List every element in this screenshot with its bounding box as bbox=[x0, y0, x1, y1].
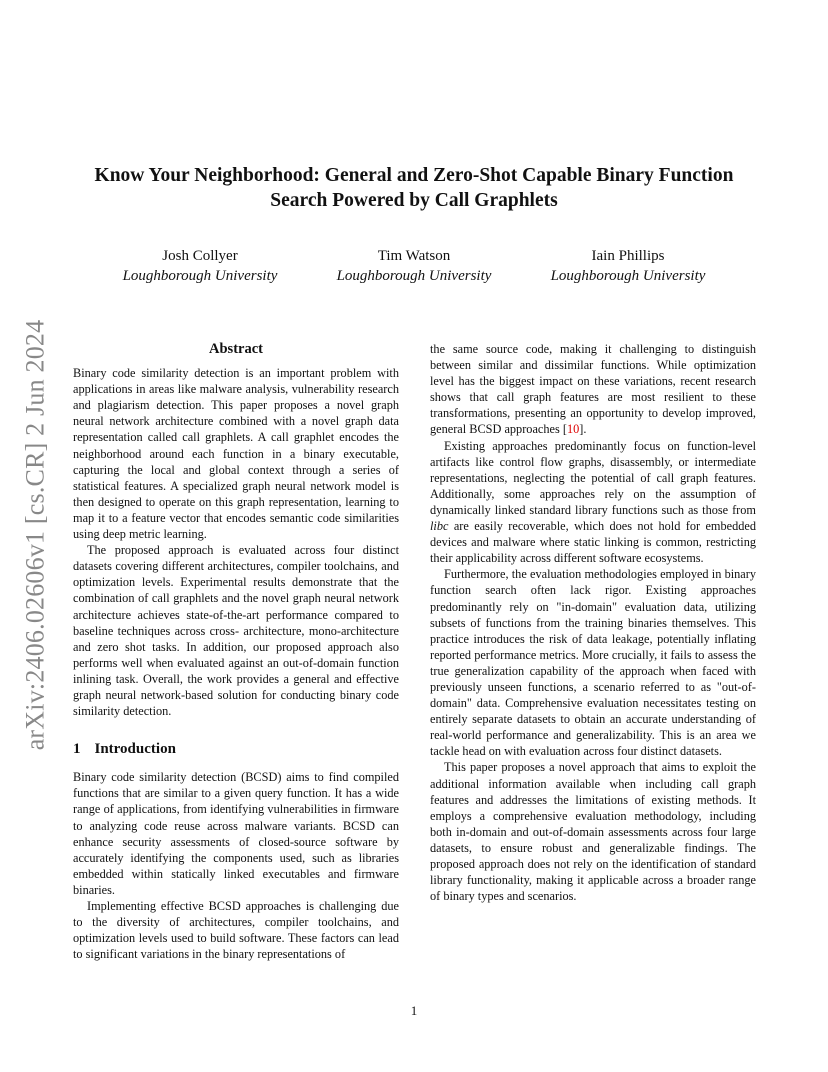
right-paragraph-1 bbox=[430, 341, 756, 438]
author-name: Tim Watson bbox=[377, 248, 451, 264]
arxiv-sidebar-stamp bbox=[18, 300, 52, 770]
italic-term: libc bbox=[430, 519, 449, 534]
author-affiliation: Loughborough University bbox=[336, 268, 492, 284]
paragraph-text: the same source code, making it challenging to distinguish between similar and dissimilar functions. While optimization level has the biggest impact on these variations, recent research shows that call graph features are most resilient to these transformations, presenting an opportunity to develop improved, general BCSD approaches [ bbox=[430, 342, 756, 437]
section-title: Introduction bbox=[94, 741, 176, 758]
paragraph-text: Existing approaches predominantly focus on function-level artifacts like control flow graphs, disassembly, or intermediate representations, neglecting the potential of call graph features. Additionally, some approaches rely on the assumption of dynamically linked standard library functions such as those from bbox=[430, 438, 756, 517]
author-affiliation: Loughborough University bbox=[122, 268, 278, 284]
left-column bbox=[73, 341, 399, 962]
author-affiliation: Loughborough University bbox=[550, 268, 706, 284]
author-name: Iain Phillips bbox=[591, 248, 665, 264]
paper-title: Know Your Neighborhood: General and Zero-Shot Capable Binary Function Search Powered by Call Graphlets bbox=[94, 165, 734, 211]
section-heading-introduction bbox=[73, 741, 399, 757]
citation-link[interactable]: 10 bbox=[566, 422, 580, 437]
right-paragraph-3: Furthermore, the evaluation methodologies employed in binary function search often lack rigor. Existing approaches predominantly rely on "in-domain" evaluation data, utilizing subsets of functions from the training binaries themselves. This practice introduces the risk of data leakage, potentially inflating reported performance metrics. More crucially, it fails to assess the true generalization capability of the approach when faced with previously unseen functions, a scenario referred to as "out-of-domain" data. Comprehensive evaluation necessitates testing on entirely separate datasets to obtain an accurate understanding of real-world performance and generalizability. This is an area we tackle head on with evaluation across four distinct datasets. bbox=[430, 567, 756, 759]
author-3 bbox=[528, 246, 728, 286]
page-number: 1 bbox=[410, 1003, 418, 1018]
right-paragraph-2 bbox=[430, 438, 756, 567]
intro-paragraph-1: Binary code similarity detection (BCSD) aims to find compiled functions that are similar to a given query function. It has a wide range of applications, from identifying vulnerabilities in firmware to analyzing code reuse across malware variants. BCSD can enhance security assessments of closed-source software by accurately identifying the components used, such as libraries embedded within statically linked executables and firmware binaries. bbox=[73, 770, 399, 897]
author-name: Josh Collyer bbox=[162, 248, 238, 264]
intro-paragraph-2: Implementing effective BCSD approaches is challenging due to the diversity of architectures, compiler toolchains, and optimization levels used to build software. These factors can lead to significant variations in the binary representations of bbox=[73, 899, 399, 962]
paragraph-text: ]. bbox=[579, 422, 587, 437]
arxiv-identifier: arXiv:2406.02606v1 [cs.CR] 2 Jun 2024 bbox=[20, 319, 50, 751]
abstract-paragraph-1: Binary code similarity detection is an important problem with applications in areas like malware analysis, vulnerability research and plagiarism detection. This paper proposes a novel graph neural network architecture combined with a novel graph data representation called call graphlets. A call graphlet encodes the neighborhood around each function in a binary executable, capturing the local and global context through a series of statistical features. A specialized graph neural network model is then designed to operate on this graph representation, learning to map it to a feature vector that encodes semantic code similarities using deep metric learning. bbox=[73, 366, 399, 542]
paragraph-text: are easily recoverable, which does not hold for embedded devices and malware where static linking is common, restricting their applicability across different software ecosystems. bbox=[430, 519, 756, 566]
author-block bbox=[100, 246, 728, 286]
right-column bbox=[430, 341, 756, 904]
abstract-paragraph-2: The proposed approach is evaluated across four distinct datasets covering different architectures, compiler toolchains, and optimization levels. Experimental results demonstrate that the combination of call graphlets and the novel graph neural network architecture achieves state-of-the-art performance compared to baseline techniques across cross- architecture, mono-architecture and zero shot tasks. In addition, our proposed approach also performs well when evaluated against an out-of-domain function inlining task. Overall, the work provides a general and effective graph neural network-based solution for conducting binary code similarity detection. bbox=[73, 543, 399, 719]
section-number: 1 bbox=[73, 741, 81, 758]
author-1 bbox=[100, 246, 300, 286]
abstract-heading: Abstract bbox=[209, 341, 263, 357]
author-2 bbox=[314, 246, 514, 286]
right-paragraph-4: This paper proposes a novel approach that aims to exploit the additional information available when including call graph features and addresses the limitations of existing methods. It employs a comprehensive evaluation methodology, including both in-domain and out-of-domain assessments across four large datasets, to ensure robust and generalizable findings. The proposed approach does not rely on the identification of standard library functionality, making it applicable across a broader range of binary types and scenarios. bbox=[430, 760, 756, 904]
